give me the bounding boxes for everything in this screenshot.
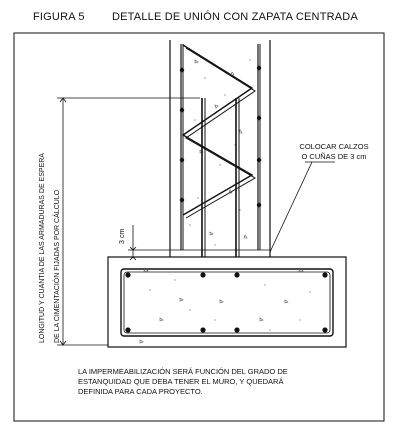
starter-bars-note-line-2: DE LA CIMENTACIÓN FIJADAS POR CÁLCULO [54,189,61,343]
shim-note [294,142,374,162]
footing-section [108,257,346,347]
dimension-label: 3 cm [119,228,126,244]
waterproofing-note-line-1: LA IMPERMEABILIZACIÓN SERÁ FUNCIÓN DEL GRADO DE [78,367,288,376]
shim-note-line-2: O CUÑAS DE 3 cm [301,152,367,161]
wall-section [170,40,270,257]
waterproofing-note-line-2: ESTANQUIDAD QUE DEBA TENER EL MURO, Y QUEDARÁ [78,377,284,386]
dimension-3cm [128,225,170,260]
figure-title: DETALLE DE UNIÓN CON ZAPATA CENTRADA [112,11,358,23]
shim-note-line-1: COLOCAR CALZOS [299,142,369,151]
waterproofing-note-line-3: DEFINIDA PARA CADA PROYECTO. [78,387,203,396]
shim-note-leader [270,162,312,252]
starter-bars-note-line-1: LONGITUD Y CUANTIA DE LAS ARMADURAS DE ESPERA [39,153,46,343]
figure-number: FIGURA 5 [33,11,85,23]
waterproofing-note [78,367,338,397]
